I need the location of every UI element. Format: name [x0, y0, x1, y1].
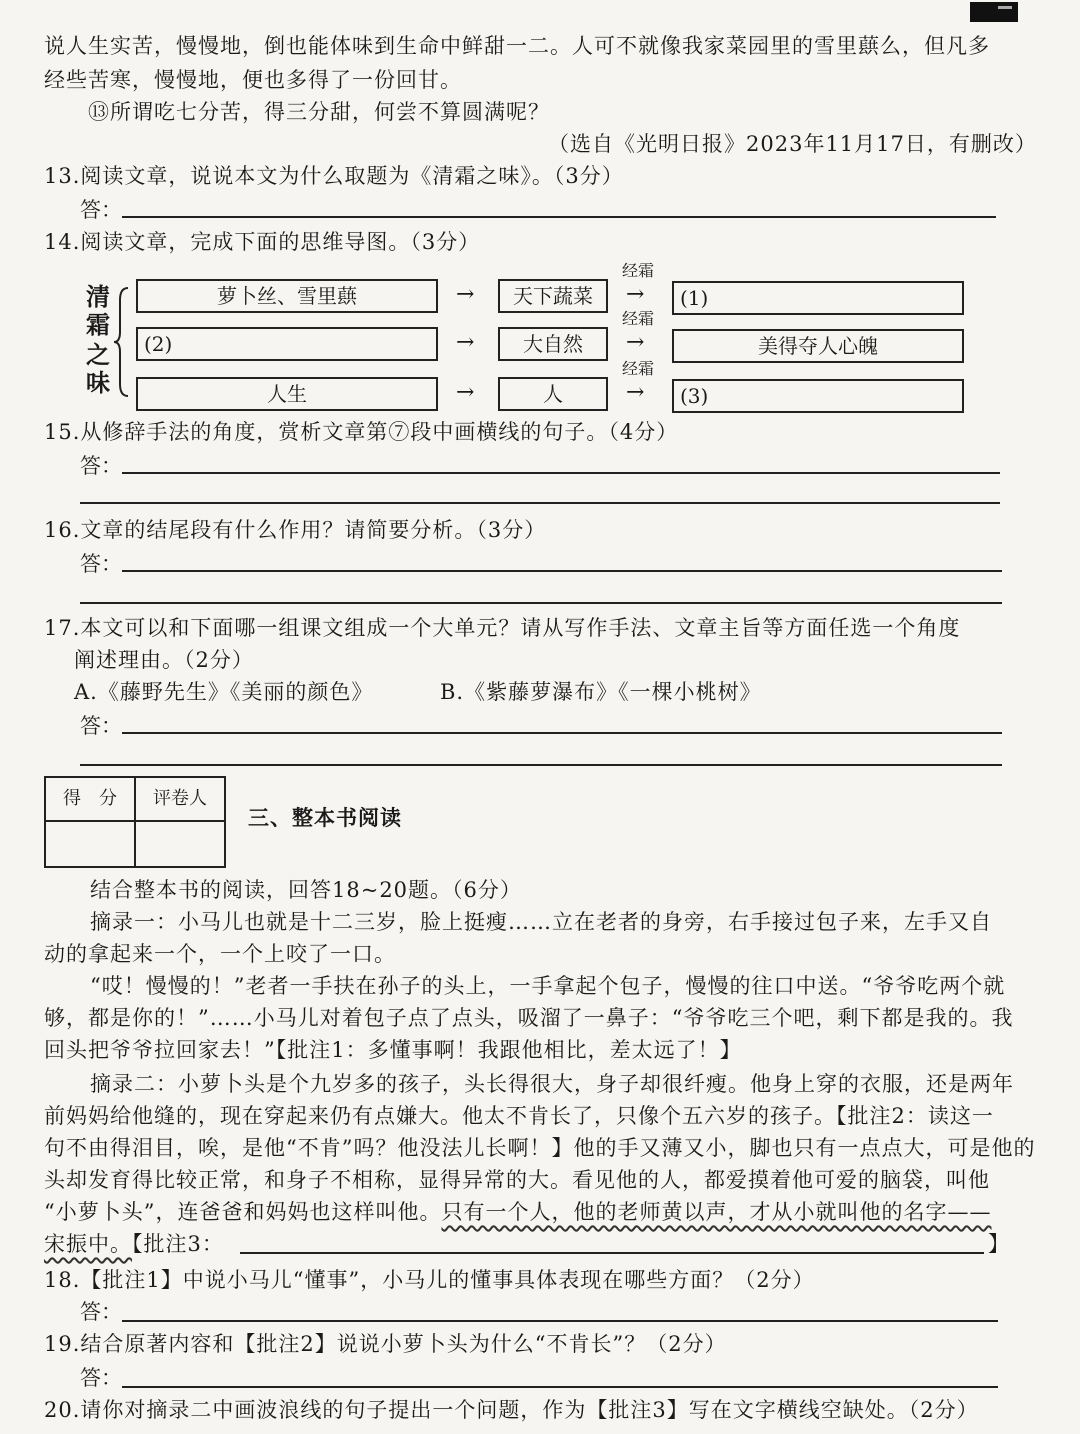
reading-intro: 结合整本书的阅读，回答18~20题。（6分） — [90, 878, 522, 902]
blank-label: (3) — [680, 384, 709, 408]
answer-line[interactable] — [122, 216, 996, 218]
answer-line[interactable] — [80, 502, 1000, 504]
answer-label: 答： — [80, 198, 122, 222]
mindmap-over-label: 经霜 — [622, 359, 655, 378]
mindmap-side-char: 霜 — [86, 310, 110, 339]
excerpt-text: “小萝卜头”，连爸爸和妈妈也这样叫他。 — [44, 1200, 442, 1224]
question-13: 13.阅读文章，说说本文为什么取题为《清霜之味》。（3分） — [44, 164, 624, 188]
excerpt-line: 头却发育得比较正常，和身子不相称，显得异常的大。看见他的人，都爱摸着他可爱的脑袋，叫他 — [44, 1168, 990, 1192]
question-20: 20.请你对摘录二中画波浪线的句子提出一个问题，作为【批注3】写在文字横线空缺处。（2分） — [44, 1398, 979, 1422]
excerpt-line: “哎！慢慢的！”老者一手扶在孙子的头上，一手拿起个包子，慢慢的往口中送。“爷爷吃两个就 — [90, 974, 1006, 998]
excerpt-line — [44, 1230, 224, 1258]
source-citation: （选自《光明日报》2023年11月17日，有删改） — [548, 132, 1037, 156]
mindmap-side-char: 清 — [86, 282, 110, 311]
answer-label: 答： — [80, 454, 122, 478]
grader-header: 评卷人 — [153, 788, 207, 809]
arrow-icon: → — [626, 380, 645, 405]
answer-line[interactable] — [122, 570, 1002, 572]
mindmap-middle-box: 天下蔬菜 — [498, 279, 608, 313]
excerpt-line: 摘录二：小萝卜头是个九岁多的孩子，头长得很大，身子却很纤瘦。他身上穿的衣服，还是两年 — [90, 1072, 1014, 1096]
mindmap-middle-box: 大自然 — [498, 327, 608, 361]
option-b: B.《紫藤萝瀑布》《一棵小桃树》 — [440, 680, 762, 704]
excerpt-line — [44, 1198, 991, 1226]
annotation-3-label: 【批注3： — [132, 1232, 224, 1256]
corner-mark — [970, 2, 1018, 22]
excerpt-line: 前妈妈给他缝的，现在穿起来仍有点嫌大。他太不肯长了，只像个五六岁的孩子。【批注2：读这一 — [44, 1104, 994, 1128]
answer-label: 答： — [80, 552, 122, 576]
section-title: 三、整本书阅读 — [248, 805, 402, 830]
mindmap-middle-box: 人 — [498, 377, 608, 411]
question-17: 17.本文可以和下面哪一组课文组成一个大单元？请从写作手法、文章主旨等方面任选一个角度 — [44, 616, 961, 640]
question-18: 18.【批注1】中说小马儿“懂事”，小马儿的懂事具体表现在哪些方面？（2分） — [44, 1268, 815, 1292]
answer-label: 答： — [80, 1300, 122, 1324]
wavy-underlined-sentence: 宋振中。 — [44, 1232, 132, 1256]
excerpt-line: 摘录一：小马儿也就是十二三岁，脸上挺瘦……立在老者的身旁，右手接过包子来，左手又自 — [90, 910, 992, 934]
mindmap-blank-2[interactable] — [136, 327, 438, 361]
passage-line: 说人生实苦，慢慢地，倒也能体味到生命中鲜甜一二。人可不就像我家菜园里的雪里蕻么，但凡多 — [44, 34, 990, 58]
answer-line[interactable] — [122, 1386, 998, 1388]
answer-label: 答： — [80, 1366, 122, 1390]
mindmap-blank-1[interactable] — [672, 281, 964, 315]
score-header: 得 分 — [63, 788, 117, 809]
excerpt-line: 句不由得泪目，唉，是他“不肯”吗？他没法儿长啊！】他的手又薄又小，脚也只有一点点大，可是他的 — [44, 1136, 1036, 1160]
score-table — [44, 776, 226, 868]
passage-line: 经些苦寒，慢慢地，便也多得了一份回甘。 — [44, 68, 462, 92]
brace-icon — [112, 286, 130, 398]
arrow-icon: → — [626, 282, 645, 307]
mindmap-right-box: 美得夺人心魄 — [672, 329, 964, 363]
answer-line[interactable] — [122, 472, 1000, 474]
mindmap-side-char: 味 — [86, 368, 110, 397]
answer-line[interactable] — [80, 764, 1002, 766]
wavy-underlined-sentence: 只有一个人，他的老师黄以声，才从小就叫他的名字—— — [441, 1200, 992, 1224]
question-19: 19.结合原著内容和【批注2】说说小萝卜头为什么“不肯长”？（2分） — [44, 1332, 727, 1356]
answer-label: 答： — [80, 714, 122, 738]
arrow-icon: → — [456, 282, 475, 307]
option-a: A.《藤野先生》《美丽的颜色》 — [74, 680, 374, 704]
answer-line[interactable] — [80, 602, 1002, 604]
excerpt-line: 回头把爷爷拉回家去！”【批注1：多懂事啊！我跟他相比，差太远了！】 — [44, 1038, 742, 1062]
arrow-icon: → — [456, 380, 475, 405]
passage-line: ⑬所谓吃七分苦，得三分甜，何尝不算圆满呢？ — [88, 100, 550, 124]
annotation-3-close: 】 — [988, 1232, 1010, 1256]
mindmap-side-char: 之 — [86, 340, 110, 369]
excerpt-line: 够，都是你的！”……小马儿对着包子点了点头，吸溜了一鼻子：“爷爷吃三个吧，剩下都是我的。我 — [44, 1006, 1014, 1030]
mindmap-over-label: 经霜 — [622, 261, 655, 280]
arrow-icon: → — [626, 330, 645, 355]
mindmap-left-box: 萝卜丝、雪里蕻 — [136, 279, 438, 313]
blank-label: (1) — [680, 286, 709, 310]
annotation-3-blank[interactable] — [240, 1252, 984, 1254]
mindmap-blank-3[interactable] — [672, 379, 964, 413]
question-16: 16.文章的结尾段有什么作用？请简要分析。（3分） — [44, 518, 547, 542]
arrow-icon: → — [456, 330, 475, 355]
question-14: 14.阅读文章，完成下面的思维导图。（3分） — [44, 230, 481, 254]
blank-label: (2) — [144, 332, 173, 356]
question-17-cont: 阐述理由。（2分） — [74, 648, 254, 672]
question-15: 15.从修辞手法的角度，赏析文章第⑦段中画横线的句子。（4分） — [44, 420, 679, 444]
mindmap-left-box: 人生 — [136, 377, 438, 411]
mindmap-over-label: 经霜 — [622, 309, 655, 328]
excerpt-line: 动的拿起来一个，一个上咬了一口。 — [44, 942, 396, 966]
answer-line[interactable] — [122, 1320, 998, 1322]
answer-line[interactable] — [122, 732, 1002, 734]
